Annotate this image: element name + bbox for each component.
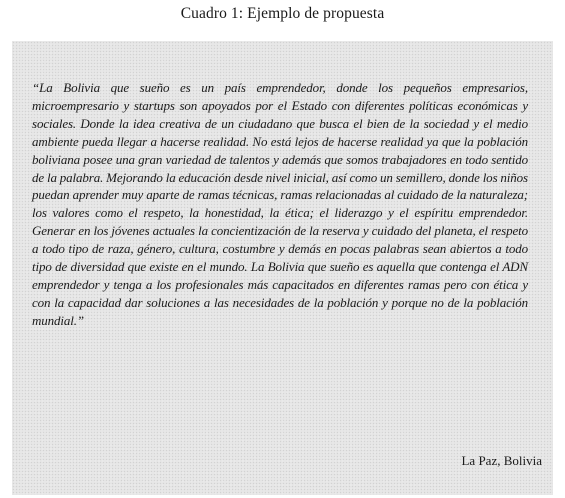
quote-text: “La Bolivia que sueño es un país emprendedor, donde los pequeños empresarios, microempresario y startups son apoyados por el Estado con diferentes políticas económicas y sociales. Donde la idea creativa de un ciudadano que busca el bien de la sociedad y el medio ambiente pueda llegar a hacerse realidad. No está lejos de hacerse realidad ya que la población boliviana posee una gran variedad de talentos y además que somos trabajadores en todo sentido de la palabra. Mejorando la educación desde nivel inicial, así como un semillero, donde los niños puedan aprender muy aparte de ramas técnicas, ramas relacionadas al cuidado de la naturaleza; los valores como el respeto, la honestidad, la ética; el liderazgo y el espíritu emprendedor. Generar en los jóvenes actuales la concientización de la reserva y cuidado del planeta, el respeto a todo tipo de raza, género, cultura, costumbre y demás en pocas palabras sean abiertos a todo tipo de diversidad que existe en el mundo. La Bolivia que sueño es aquella que contenga el ADN emprendedor y tenga a los profesionales más capacitados en diferentes ramas pero con ética y con la capacidad dar soluciones a las necesidades de la población y porque no de la población mundial.” <box>32 80 528 328</box>
table-caption: Cuadro 1: Ejemplo de propuesta <box>180 5 385 22</box>
place-signature: La Paz, Bolivia <box>461 453 542 468</box>
